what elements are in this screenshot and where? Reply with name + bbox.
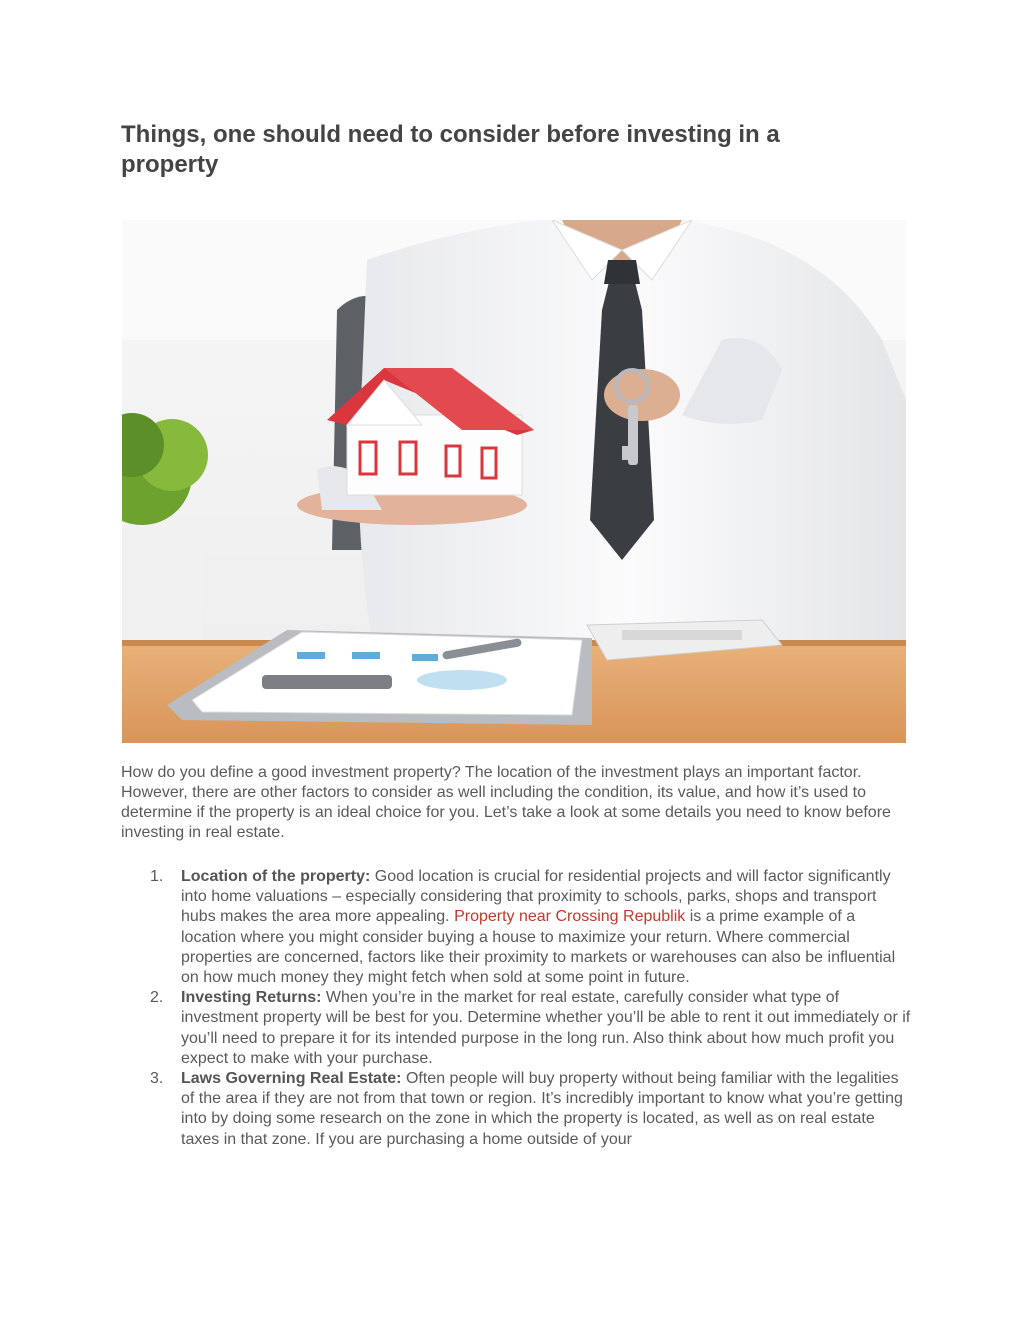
list-item-text: When you’re in the market for real estate, carefully consider what type of investment property will be best for you. Determine whether you’ll be able to rent it out immediately or if you’ll need to prepare it for its intended purpose in the long run. Also think about how much profit you expect to make with your purchase. [181,989,911,1067]
list-item-text-after: is a prime example of a location where you might consider buying a house to maximize your return. Where commercial properties are concerned, factors like their proximity to markets or warehouses can also be influential on how much money they might fetch when sold at some point in future. [181,908,896,987]
list-item [121,867,911,988]
list-item-text: Good location is crucial for residential projects and will factor significantly into home valuations – especially considering that proximity to schools, parks, shops and transport hubs makes the area more appealing. [181,868,891,926]
considerations-list [121,867,911,1150]
list-item-heading: Laws Governing Real Estate: [181,1070,402,1088]
page-title: Things, one should need to consider before investing in a property [121,121,780,178]
list-item-text: Often people will buy property without being familiar with the legalities of the area if they are not from that town or region. It’s incredibly important to know what you’re getting into by doing some research on the zone in which the property is located, as well as on real estate taxes in that zone. If you are purchasing a home outside of your [181,1070,903,1148]
list-item-number: 1. [150,868,164,885]
intro-paragraph: How do you define a good investment property? The location of the investment plays an important factor. However, there are other factors to consider as well including the condition, its value, and how it’s used to determine if the property is an ideal choice for you. Let’s take a look at some details you need to know before investing in real estate. [121,764,891,841]
list-item-number: 3. [150,1070,164,1088]
list-item [121,988,911,1069]
hero-image [122,220,906,743]
list-item [121,1069,911,1150]
property-crossing-republik-link[interactable]: Property near Crossing Republik [454,908,686,926]
list-item-heading: Location of the property: [181,868,371,885]
list-item-number: 2. [150,989,164,1007]
list-item-heading: Investing Returns: [181,989,322,1007]
